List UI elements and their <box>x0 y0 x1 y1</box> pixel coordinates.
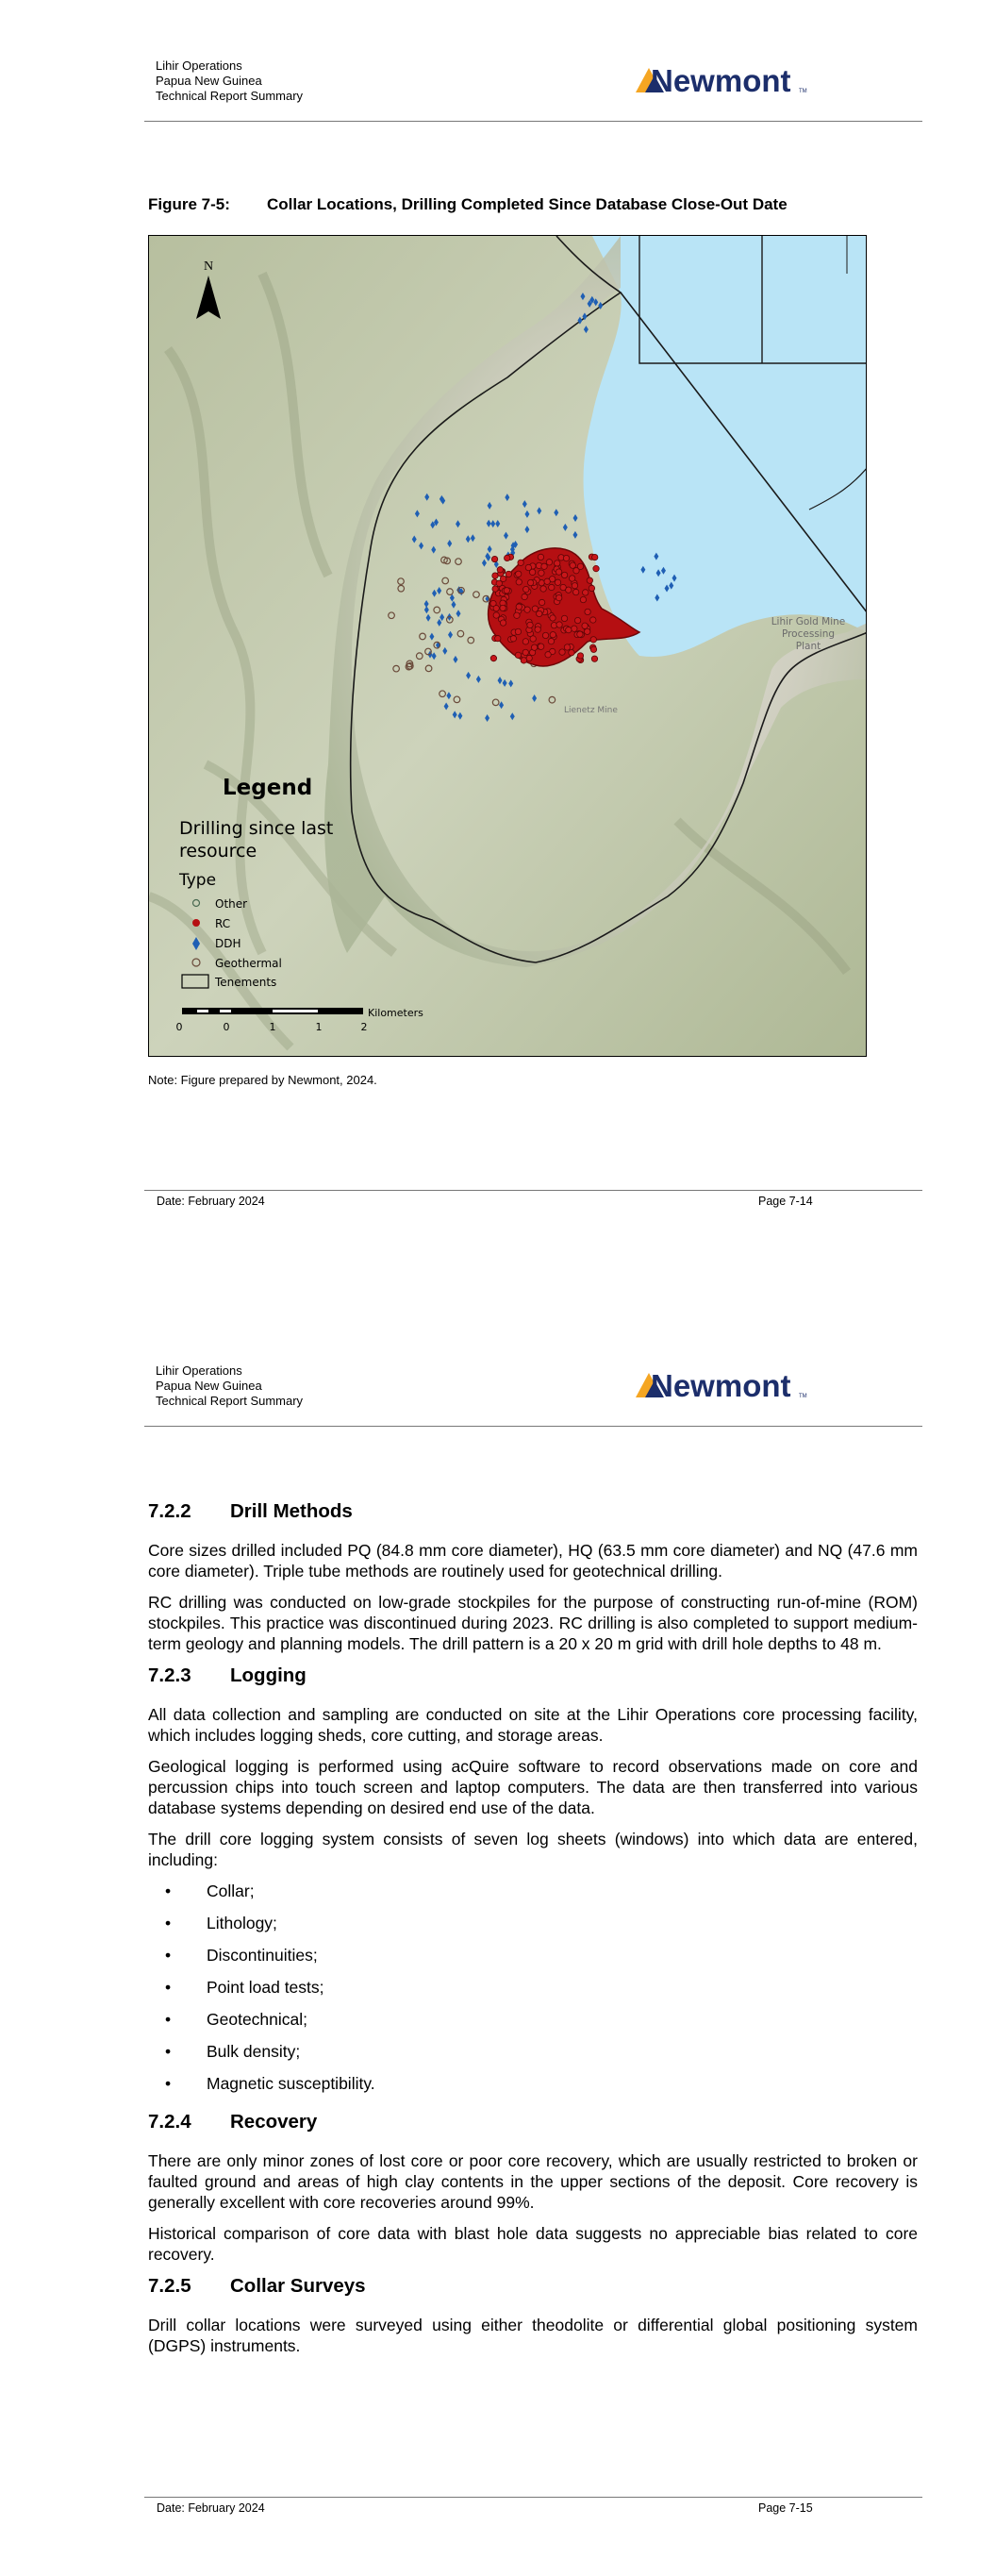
heading-7-2-3: 7.2.3 Logging <box>148 1664 307 1686</box>
footer-rule <box>144 2497 922 2498</box>
header-line-3: Technical Report Summary <box>156 89 304 103</box>
list-item: • Lithology; <box>165 1914 277 1932</box>
rc-collar <box>560 584 566 590</box>
rc-collar <box>566 627 572 632</box>
rc-collar <box>539 599 544 605</box>
footer-page-number: Page 7-14 <box>758 1195 813 1208</box>
rc-collar <box>591 656 597 661</box>
rc-collar <box>490 655 496 661</box>
rc-collar <box>545 652 551 658</box>
rc-collar <box>584 628 589 634</box>
header-line-2: Papua New Guinea <box>156 1379 262 1393</box>
rc-collar <box>593 565 599 571</box>
legend-title: Legend <box>223 776 313 800</box>
legend-item-tenements: Tenements <box>215 976 277 989</box>
rc-collar <box>525 564 531 570</box>
list-item: • Discontinuities; <box>165 1946 318 1965</box>
svg-text:Kilometers: Kilometers <box>368 1007 423 1019</box>
rc-collar <box>590 637 596 643</box>
svg-text:TM: TM <box>799 89 807 94</box>
rc-collar <box>591 554 597 560</box>
svg-text:0: 0 <box>223 1021 230 1033</box>
logging-para-2: Geological logging is performed using acQuire software to record observations made on core and percussion chips into touch screen and laptop computers. The data are then transferred into various database systems depending on desired end use of the data. <box>148 1757 918 1817</box>
rc-collar <box>546 560 552 565</box>
rc-collar <box>561 572 567 577</box>
logging-para-3: The drill core logging system consists of seven log sheets (windows) into which data are entered, including: <box>148 1830 918 1869</box>
rc-collar <box>590 617 596 623</box>
rc-collar <box>518 560 523 565</box>
figure-title: Collar Locations, Drilling Completed Since Database Close-Out Date <box>267 195 788 213</box>
rc-collar <box>535 627 540 632</box>
rc-collar <box>504 588 509 594</box>
rc-collar <box>577 631 583 637</box>
rc-collar <box>555 579 560 585</box>
legend-subtitle-2: resource <box>179 841 257 861</box>
rc-collar <box>590 646 596 652</box>
rc-collar <box>541 563 547 569</box>
rc-collar <box>515 652 521 658</box>
rc-collar <box>537 611 542 616</box>
legend-subtitle-1: Drilling since last <box>179 818 334 839</box>
rc-collar <box>589 585 594 591</box>
report-header <box>156 1363 303 1409</box>
rc-collar <box>538 554 543 560</box>
legend-item-other: Other <box>215 897 248 911</box>
rc-collar <box>539 570 544 576</box>
heading-7-2-4: 7.2.4 Recovery <box>148 2111 318 2133</box>
rc-collar <box>564 644 570 650</box>
rc-collar <box>556 594 561 600</box>
drill-methods-para-2: RC drilling was conducted on low-grade stockpiles for the purpose of constructing run-of-mine (ROM) stockpiles. This practice was discontinued during 2023. RC drilling is also completed to support medium-term geology and planning models. The drill pattern is a 20 x 20 m grid with drill hole depths to 48 m. <box>148 1593 918 1653</box>
drill-methods-para-1: Core sizes drilled included PQ (84.8 mm core diameter), HQ (63.5 mm core diameter) and NQ (47.6 mm core diameter). Triple tube methods are routinely used for geotechnical drilling. <box>148 1541 918 1581</box>
rc-collar <box>522 649 528 655</box>
svg-text:TM: TM <box>799 1394 807 1399</box>
svg-text:Newmont: Newmont <box>651 63 791 98</box>
rc-collar <box>495 635 501 641</box>
rc-collar <box>493 612 499 618</box>
rc-collar <box>500 620 506 626</box>
rc-collar <box>559 649 565 655</box>
report-header <box>156 59 303 104</box>
rc-collar <box>510 636 516 642</box>
rc-collar <box>550 615 556 621</box>
figure-number: Figure 7-5: <box>148 195 230 213</box>
rc-collar <box>527 579 533 585</box>
rc-collar <box>542 632 548 638</box>
rc-collar <box>531 644 537 650</box>
rc-collar <box>521 658 526 663</box>
header-line-3: Technical Report Summary <box>156 1394 304 1408</box>
rc-collar <box>583 590 589 595</box>
rc-collar <box>497 567 503 573</box>
rc-collar <box>500 605 506 611</box>
page-7-15 <box>0 1288 995 2576</box>
svg-text:0: 0 <box>175 1021 183 1033</box>
rc-collar <box>515 571 521 577</box>
rc-collar <box>573 568 579 574</box>
rc-collar <box>530 636 536 642</box>
rc-collar <box>516 604 522 610</box>
svg-text:Processing: Processing <box>781 628 836 640</box>
rc-collar <box>580 596 586 602</box>
svg-text:Newmont: Newmont <box>651 1368 791 1403</box>
legend-item-rc: RC <box>215 917 231 930</box>
rc-collar <box>556 622 562 627</box>
rc-collar <box>587 577 592 583</box>
rc-collar <box>524 607 530 612</box>
figure-note: Note: Figure prepared by Newmont, 2024. <box>148 1073 377 1087</box>
rc-collar <box>574 617 580 623</box>
svg-text:1: 1 <box>269 1021 276 1033</box>
rc-collar <box>515 628 521 634</box>
header-line-1: Lihir Operations <box>156 1363 242 1378</box>
rc-collar <box>540 586 546 592</box>
rc-collar <box>563 555 569 560</box>
svg-text:1: 1 <box>315 1021 323 1033</box>
mine-label: Lienetz Mine <box>564 706 618 715</box>
rc-collar <box>572 589 578 594</box>
header-rule <box>144 121 922 122</box>
recovery-para-2: Historical comparison of core data with blast hole data suggests no appreciable bias related to core recovery. <box>148 2224 918 2264</box>
rc-collar <box>506 571 511 577</box>
rc-collar <box>570 562 575 568</box>
rc-collar <box>582 623 588 628</box>
heading-7-2-2: 7.2.2 Drill Methods <box>148 1500 353 1522</box>
rc-collar <box>527 622 533 627</box>
collar-location-map <box>148 235 867 1057</box>
footer-date: Date: February 2024 <box>157 2501 265 2515</box>
svg-text:N: N <box>203 259 214 274</box>
rc-collar <box>491 556 497 561</box>
list-item: • Point load tests; <box>165 1978 324 1997</box>
map-graphic <box>149 236 867 1057</box>
section-body <box>148 1500 918 2367</box>
footer-date: Date: February 2024 <box>157 1195 265 1208</box>
list-item: • Collar; <box>165 1882 255 1900</box>
rc-collar <box>538 644 543 649</box>
rc-collar <box>550 632 556 638</box>
footer-rule <box>144 1190 922 1191</box>
rc-collar <box>572 626 577 631</box>
rc-collar <box>522 594 527 599</box>
rc-collar <box>572 582 577 588</box>
legend-item-geothermal: Geothermal <box>215 957 282 970</box>
rc-collar <box>556 569 561 575</box>
rc-collar <box>522 639 528 644</box>
legend-type: Type <box>179 871 217 890</box>
rc-collar <box>505 555 510 560</box>
rc-collar <box>569 650 574 656</box>
rc-collar <box>514 612 520 618</box>
newmont-logo <box>634 60 813 98</box>
logging-para-1: All data collection and sampling are conducted on site at the Lihir Operations core processing facility, which includes logging sheds, core cutting, and storage areas. <box>148 1705 918 1745</box>
rc-collar <box>500 576 506 581</box>
collar-surveys-para-1: Drill collar locations were surveyed using either theodolite or differential global positioning system (DGPS) instruments. <box>148 2316 918 2355</box>
log-sheet-list <box>148 1881 918 2094</box>
figure-caption <box>148 195 788 214</box>
svg-text:Lihir Gold Mine: Lihir Gold Mine <box>771 616 846 627</box>
rc-collar <box>493 605 499 611</box>
rc-collar <box>532 606 538 611</box>
rc-collar <box>492 586 498 592</box>
rc-collar <box>516 579 522 585</box>
rc-collar <box>577 653 583 659</box>
header-line-1: Lihir Operations <box>156 59 242 73</box>
header-line-2: Papua New Guinea <box>156 74 262 88</box>
list-item: • Magnetic susceptibility. <box>165 2074 375 2093</box>
rc-collar <box>585 609 590 614</box>
list-item: • Geotechnical; <box>165 2010 308 2029</box>
recovery-para-1: There are only minor zones of lost core or poor core recovery, which are usually restricted to broken or faulted ground and areas of high clay contents in the upper sections of the deposit. Core recovery is generally excellent with core recoveries around 99%. <box>148 2151 918 2212</box>
legend-item-ddh: DDH <box>215 937 241 950</box>
footer-page-number: Page 7-15 <box>758 2501 813 2515</box>
rc-collar <box>561 615 567 621</box>
rc-collar <box>549 584 555 590</box>
rc-collar <box>555 560 560 566</box>
header-rule <box>144 1426 922 1427</box>
list-item: • Bulk density; <box>165 2042 301 2061</box>
rc-collar <box>544 578 550 584</box>
rc-collar <box>523 586 529 592</box>
heading-7-2-5: 7.2.5 Collar Surveys <box>148 2275 366 2297</box>
rc-collar <box>569 576 574 581</box>
rc-collar <box>548 638 554 644</box>
newmont-logo <box>634 1365 813 1403</box>
svg-text:2: 2 <box>360 1021 368 1033</box>
svg-text:Plant: Plant <box>795 641 821 652</box>
